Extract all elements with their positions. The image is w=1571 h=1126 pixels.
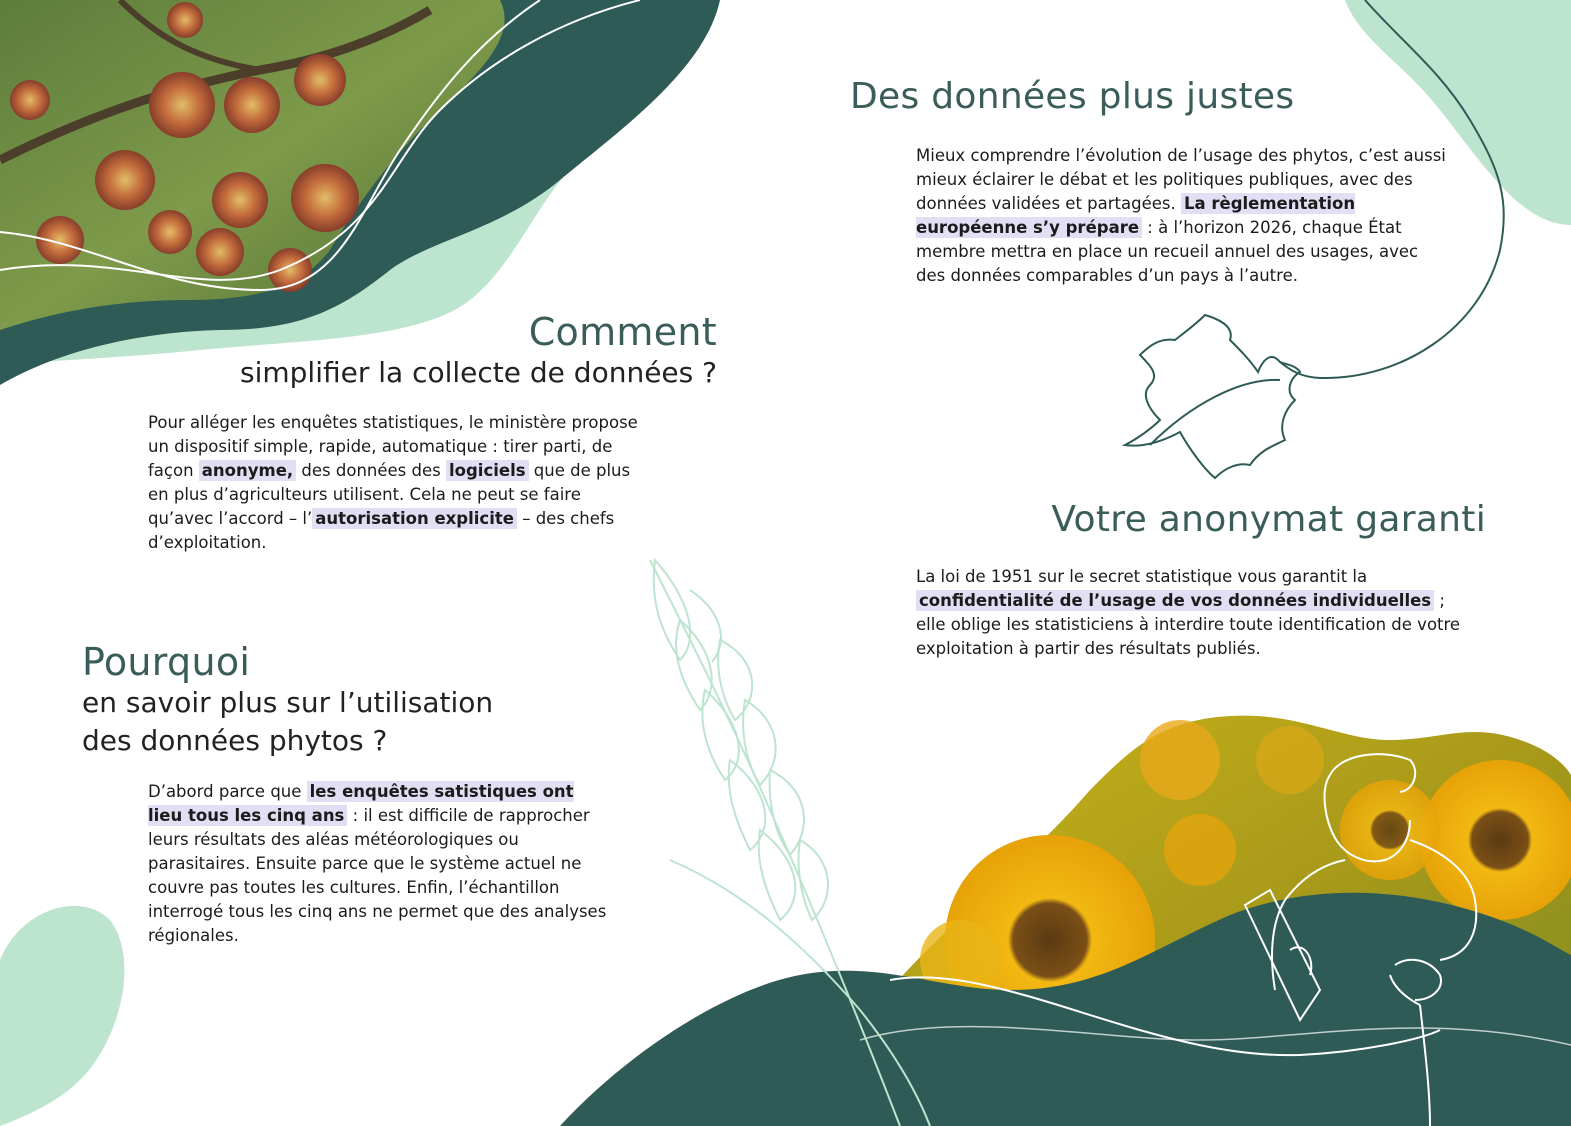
highlight-reglementation: La règlementation européenne s’y prépare xyxy=(916,194,1356,237)
pourquoi-subtitle-line2: des données phytos ? xyxy=(82,724,388,757)
comment-title: Comment xyxy=(528,310,717,354)
pourquoi-paragraph xyxy=(148,780,610,948)
highlight-anonyme: anonyme, xyxy=(199,460,296,481)
comment-paragraph xyxy=(148,411,648,555)
comment-text-3: que de plus en plus d’agriculteurs utilisent. Cela ne peut se faire qu’avec l’accord – l’ xyxy=(148,461,631,528)
pourquoi-title: Pourquoi xyxy=(82,640,251,684)
comment-text-2: des données des xyxy=(296,461,446,480)
pourquoi-text-1: D’abord parce que xyxy=(148,782,307,801)
comment-text-1: Pour alléger les enquêtes statistiques, le ministère propose un dispositif simple, rapide, automatique : tirer parti, de façon xyxy=(148,413,638,480)
donnees-text-1: Mieux comprendre l’évolution de l’usage des phytos, c’est aussi mieux éclairer le débat et les politiques publiques, avec des données validées et partagées. xyxy=(916,146,1446,213)
anonymat-text-1: La loi de 1951 sur le secret statistique vous garantit la xyxy=(916,567,1368,586)
highlight-confidentialite: confidentialité de l’usage de vos données individuelles xyxy=(916,590,1434,611)
anonymat-title: Votre anonymat garanti xyxy=(1051,499,1486,540)
anonymat-text-2: ; elle oblige les statisticiens à interdire toute identification de votre exploitation à partir des résultats publiés. xyxy=(916,591,1461,658)
highlight-logiciels: logiciels xyxy=(446,460,529,481)
donnees-title: Des données plus justes xyxy=(850,76,1295,117)
comment-text-4: – des chefs d’exploitation. xyxy=(148,509,615,552)
highlight-autorisation: autorisation explicite xyxy=(312,508,517,529)
donnees-paragraph xyxy=(916,144,1451,288)
highlight-enquetes: les enquêtes satistiques ont lieu tous les cinq ans xyxy=(148,782,574,825)
anonymat-paragraph xyxy=(916,565,1471,661)
pourquoi-subtitle-line1: en savoir plus sur l’utilisation xyxy=(82,686,494,719)
comment-subtitle: simplifier la collecte de données ? xyxy=(240,356,717,389)
donnees-text-2: : à l’horizon 2026, chaque État membre mettra en place un recueil annuel des usages, avec des données comparables d’un pays à l’autre. xyxy=(916,218,1419,285)
pourquoi-text-2: : il est difficile de rapprocher leurs résultats des aléas météorologiques ou parasitaires. Ensuite parce que le système actuel ne couvre pas toutes les cultures. Enfin, l’échantillon interrogé tous les cinq ans ne permet que des analyses régionales. xyxy=(148,806,607,945)
